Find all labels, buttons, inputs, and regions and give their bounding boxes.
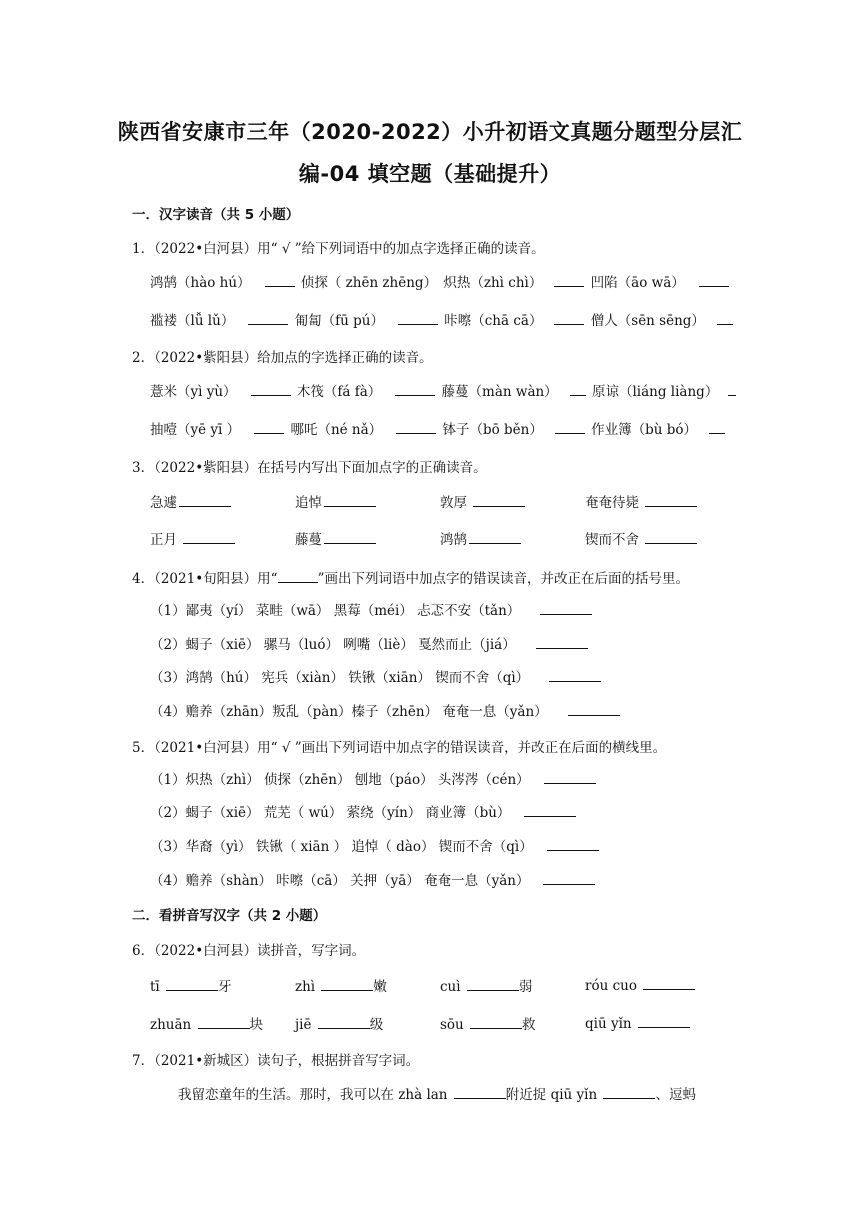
q1-item: 凹陷（āo wā） [590, 275, 685, 291]
answer-blank[interactable] [396, 419, 436, 434]
hanzi: 弱 [518, 979, 533, 995]
answer-blank[interactable] [699, 272, 729, 287]
question-1-row2 [150, 309, 733, 329]
q5-line-text: （3）华裔（yì） 铁锹（ xiān ） 追悼（ dào） 锲而不舍（qì） [150, 839, 533, 855]
answer-blank[interactable] [536, 634, 588, 649]
answer-blank[interactable] [469, 529, 521, 544]
question-2-row1 [150, 380, 736, 400]
question-5-stem: 5．（2021•白河县）用“ √ ”画出下列词语中加点字的错误读音，并改正在后面的横线里。 [132, 740, 667, 756]
question-1-row1 [150, 271, 729, 291]
answer-blank[interactable] [603, 1084, 655, 1099]
answer-blank[interactable] [318, 1014, 370, 1029]
q2-item: 木筏（fá fà） [296, 384, 382, 400]
answer-blank[interactable] [645, 529, 697, 544]
q1-item: 咔嚓（chā cā） [444, 313, 543, 329]
hanzi: 嫩 [373, 979, 387, 995]
q4-line-text: （2）蝎子（xiē） 骡马（luó） 咧嘴（liè） 戛然而止（jiá） [150, 637, 516, 653]
question-7-stem: 7．（2021•新城区）读句子，根据拼音写字词。 [132, 1053, 420, 1069]
q3-cell [440, 528, 521, 548]
pinyin: tī [150, 979, 165, 995]
hanzi: 块 [249, 1017, 264, 1033]
q2-item: 原谅（liáng liàng） [591, 384, 719, 400]
answer-blank[interactable] [540, 600, 592, 615]
document-title-line1: 陕西省安康市三年（2020-2022）小升初语文真题分题型分层汇 [117, 120, 743, 144]
answer-blank[interactable] [467, 976, 519, 991]
q1-item: 僧人（sēn sēng） [590, 313, 705, 329]
q3-cell [295, 491, 376, 511]
pinyin: róu cuo [585, 978, 642, 994]
q5-line-text: （4）赡养（shàn） 咔嚓（cā） 关押（yā） 奄奄一息（yǎn） [150, 873, 530, 889]
question-6-stem: 6．（2022•白河县）读拼音，写字词。 [132, 943, 366, 959]
q5-line [150, 768, 596, 788]
q2-item: 藤蔓（màn wàn） [441, 384, 558, 400]
pinyin: qiū yǐn [585, 1016, 636, 1032]
q4-stem-pre: 4．（2021•旬阳县）用“ [132, 571, 278, 587]
pinyin: zhuān [150, 1017, 196, 1033]
hanzi: 救 [522, 1017, 536, 1033]
answer-blank[interactable] [554, 272, 584, 287]
q3-cell [295, 528, 376, 548]
q3-cell [440, 491, 525, 511]
answer-blank[interactable] [470, 1014, 522, 1029]
answer-blank[interactable] [643, 975, 695, 990]
q6-cell [440, 1013, 536, 1033]
q1-item: 炽热（zhì chì） [443, 275, 543, 291]
q5-line-text: （2）蝎子（xiē） 荒芜（ wú） 萦绕（yín） 商业簿（bù） [150, 805, 511, 821]
answer-blank[interactable] [395, 381, 435, 396]
answer-blank[interactable] [555, 419, 585, 434]
q2-item: 作业簿（bù bó） [591, 422, 698, 438]
answer-blank[interactable] [728, 381, 736, 396]
pinyin: sōu [440, 1017, 469, 1033]
q6-cell [150, 1013, 263, 1033]
q4-line [150, 599, 592, 619]
q4-line [150, 700, 620, 720]
q4-line [150, 666, 601, 686]
q4-stem-post: ”画出下列词语中加点字的错误读音，并改正在后面的括号里。 [317, 571, 689, 587]
answer-blank[interactable] [547, 836, 599, 851]
answer-blank[interactable] [570, 381, 586, 396]
q4-line-text: （1）鄙夷（yí） 菜畦（wā） 黑莓（méi） 忐忑不安（tǎn） [150, 603, 521, 619]
q3-word: 正月 [150, 532, 182, 548]
q1-item: 侦探（ zhēn zhēng） [300, 275, 438, 291]
q3-cell [585, 528, 697, 548]
q2-item: 薏米（yì yù） [150, 384, 237, 400]
q5-line [150, 869, 595, 889]
pinyin: zhì [295, 979, 320, 995]
q2-item: 钵子（bō běn） [442, 422, 543, 438]
q6-cell [295, 975, 387, 995]
q3-word: 敦厚 [440, 495, 472, 511]
answer-blank[interactable] [543, 870, 595, 885]
q5-line-text: （1）炽热（zhì） 侦探（zhēn） 刨地（páo） 头涔涔（cén） [150, 772, 530, 788]
q1-item: 褴褛（lǚ lǔ） [150, 313, 235, 329]
answer-blank[interactable] [554, 310, 584, 325]
q6-cell [440, 975, 532, 995]
q6-cell [295, 1013, 383, 1033]
q3-word: 奄奄待毙 [585, 495, 644, 511]
answer-blank[interactable] [544, 769, 596, 784]
answer-blank[interactable] [198, 1014, 250, 1029]
q3-word: 急遽 [150, 495, 177, 511]
answer-blank[interactable] [568, 701, 620, 716]
q3-cell [150, 491, 231, 511]
question-3-stem: 3．（2022•紫阳县）在括号内写出下面加点字的正确读音。 [132, 460, 487, 476]
answer-blank[interactable] [398, 310, 438, 325]
answer-blank[interactable] [324, 492, 376, 507]
q1-item: 鸿鹄（hào hú） [150, 275, 251, 291]
answer-blank[interactable] [183, 529, 235, 544]
answer-blank[interactable] [717, 310, 733, 325]
q3-word: 追悼 [295, 495, 322, 511]
section-heading-pinyin: 二．看拼音写汉字（共 2 小题） [132, 908, 327, 924]
q4-line [150, 633, 588, 653]
question-2-stem: 2．（2022•紫阳县）给加点的字选择正确的读音。 [132, 350, 433, 366]
answer-blank[interactable] [645, 492, 697, 507]
q7-text: 、逗蚂 [655, 1087, 696, 1103]
q3-cell [150, 528, 235, 548]
q3-word: 锲而不舍 [585, 532, 644, 548]
answer-blank[interactable] [709, 419, 725, 434]
q2-item: 抽噎（yē yī ） [150, 422, 241, 438]
q2-item: 哪吒（né nǎ） [290, 422, 383, 438]
answer-blank[interactable] [454, 1084, 506, 1099]
q6-cell [150, 975, 232, 995]
answer-blank[interactable] [549, 667, 601, 682]
answer-blank[interactable] [324, 529, 376, 544]
q6-cell [585, 1013, 690, 1032]
answer-blank[interactable] [473, 492, 525, 507]
answer-blank[interactable] [166, 976, 218, 991]
q5-line [150, 801, 576, 821]
hanzi: 级 [369, 1017, 384, 1033]
q6-cell [585, 975, 695, 994]
document-title-line2: 编-04 填空题（基础提升） [298, 162, 562, 186]
q5-line [150, 835, 599, 855]
q7-text: 我留恋童年的生活。那时，我可以在 zhà lan [178, 1087, 452, 1103]
pinyin: jiē [295, 1017, 316, 1033]
answer-blank[interactable] [638, 1013, 690, 1028]
q7-passage [178, 1083, 696, 1103]
answer-blank[interactable] [254, 419, 284, 434]
answer-blank[interactable] [524, 802, 576, 817]
q3-word: 藤蔓 [295, 532, 322, 548]
q4-line-text: （4）赡养（zhān）叛乱（pàn）榛子（zhēn） 奄奄一息（yǎn） [150, 704, 548, 720]
question-4-stem [132, 567, 689, 587]
question-1-stem: 1．（2022•白河县）用“ √ ”给下列词语中的加点字选择正确的读音。 [132, 241, 545, 257]
section-heading-pronunciation: 一．汉字读音（共 5 小题） [132, 207, 300, 223]
pinyin: cuì [440, 979, 465, 995]
q4-line-text: （3）鸿鹄（hú） 宪兵（xiàn） 铁锹（xiān） 锲而不舍（qì） [150, 670, 530, 686]
q1-item: 匍匐（fū pú） [294, 313, 384, 329]
question-2-row2 [150, 418, 725, 438]
answer-blank[interactable] [248, 310, 288, 325]
q7-text: 附近捉 qiū yǐn [505, 1087, 602, 1103]
answer-blank[interactable] [179, 492, 231, 507]
answer-blank[interactable] [251, 381, 291, 396]
q3-word: 鸿鹄 [440, 532, 467, 548]
hanzi: 牙 [218, 979, 232, 995]
answer-blank[interactable] [321, 976, 373, 991]
answer-blank[interactable] [265, 272, 295, 287]
underline-marker [278, 568, 318, 583]
q3-cell [585, 491, 697, 511]
